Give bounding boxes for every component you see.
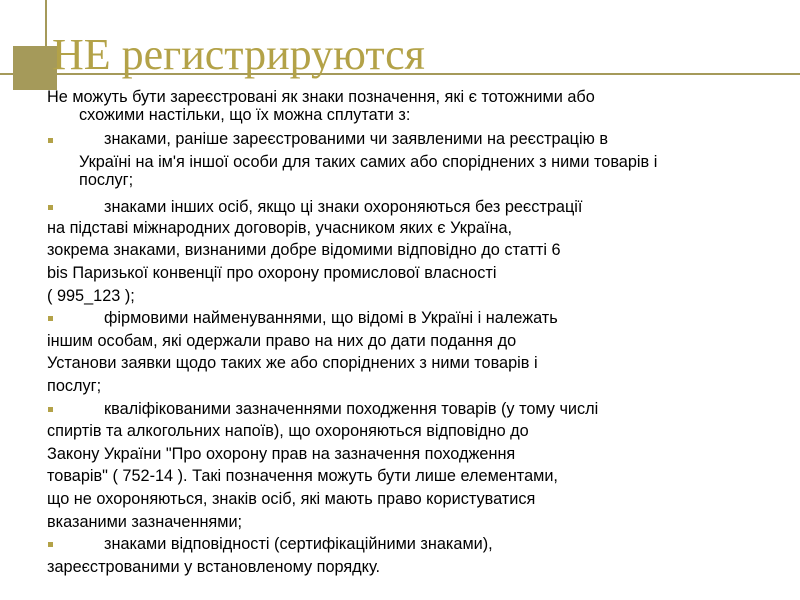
bullet-icon <box>48 542 53 547</box>
text-line: фірмовими найменуваннями, що відомі в Україні і належать <box>104 309 558 328</box>
decorative-square <box>13 46 57 90</box>
text-line: bis Паризької конвенції про охорону промислової власності <box>47 264 497 283</box>
text-line: спиртів та алкогольних напоїв), що охороняються відповідно до <box>47 422 529 441</box>
decorative-vertical-line <box>45 0 47 75</box>
text-line: Закону України "Про охорону прав на зазначення походження <box>47 444 516 463</box>
bullet-icon <box>48 316 53 321</box>
bullet-item <box>47 308 782 331</box>
text-line: товарів" ( 752-14 ). Такі позначення можуть бути лише елементами, <box>47 467 558 486</box>
bullet-item <box>47 534 782 557</box>
text-line: на підставі міжнародних договорів, учасником яких є Україна, <box>47 218 513 237</box>
text-line: зареєстрованими у встановленому порядку. <box>47 557 381 576</box>
text-line: вказаними зазначеннями; <box>47 512 243 531</box>
text-line: зокрема знаками, визнаними добре відомими відповідно до статті 6 <box>47 241 561 260</box>
text-line: схожими настільки, що їх можна сплутати з: <box>79 106 411 124</box>
text-line: кваліфікованими зазначеннями походження товарів (у тому числі <box>104 399 599 418</box>
text-line: послуг; <box>79 170 134 189</box>
slide-title: НЕ регистрируются <box>52 30 425 79</box>
slide-body <box>47 88 782 578</box>
text-line: знаками інших осіб, якщо ці знаки охороняються без реєстрації <box>104 197 583 216</box>
text-line: знаками відповідності (сертифікаційними знаками), <box>104 535 493 554</box>
text-line: Не можуть бути зареєстровані як знаки позначення, які є тотожними або <box>47 88 595 106</box>
text-line: ( 995_123 ); <box>47 286 135 305</box>
text-line: знаками, раніше зареєстрованими чи заявленими на реєстрацію в <box>104 130 608 148</box>
bullet-icon <box>48 138 53 143</box>
bullet-icon <box>48 407 53 412</box>
text-line: Україні на ім'я іншої особи для таких самих або споріднених з ними товарів і <box>79 152 658 171</box>
text-line: іншим особам, які одержали право на них до дати подання до <box>47 331 517 350</box>
bullet-item <box>47 130 782 153</box>
bullet-item <box>47 399 782 422</box>
text-line: Установи заявки щодо таких же або споріднених з ними товарів і <box>47 354 538 373</box>
bullet-icon <box>48 205 53 210</box>
text-line: що не охороняються, знаків осіб, які мають право користуватися <box>47 490 536 509</box>
bullet-item <box>47 197 782 218</box>
text-line: послуг; <box>47 377 102 396</box>
